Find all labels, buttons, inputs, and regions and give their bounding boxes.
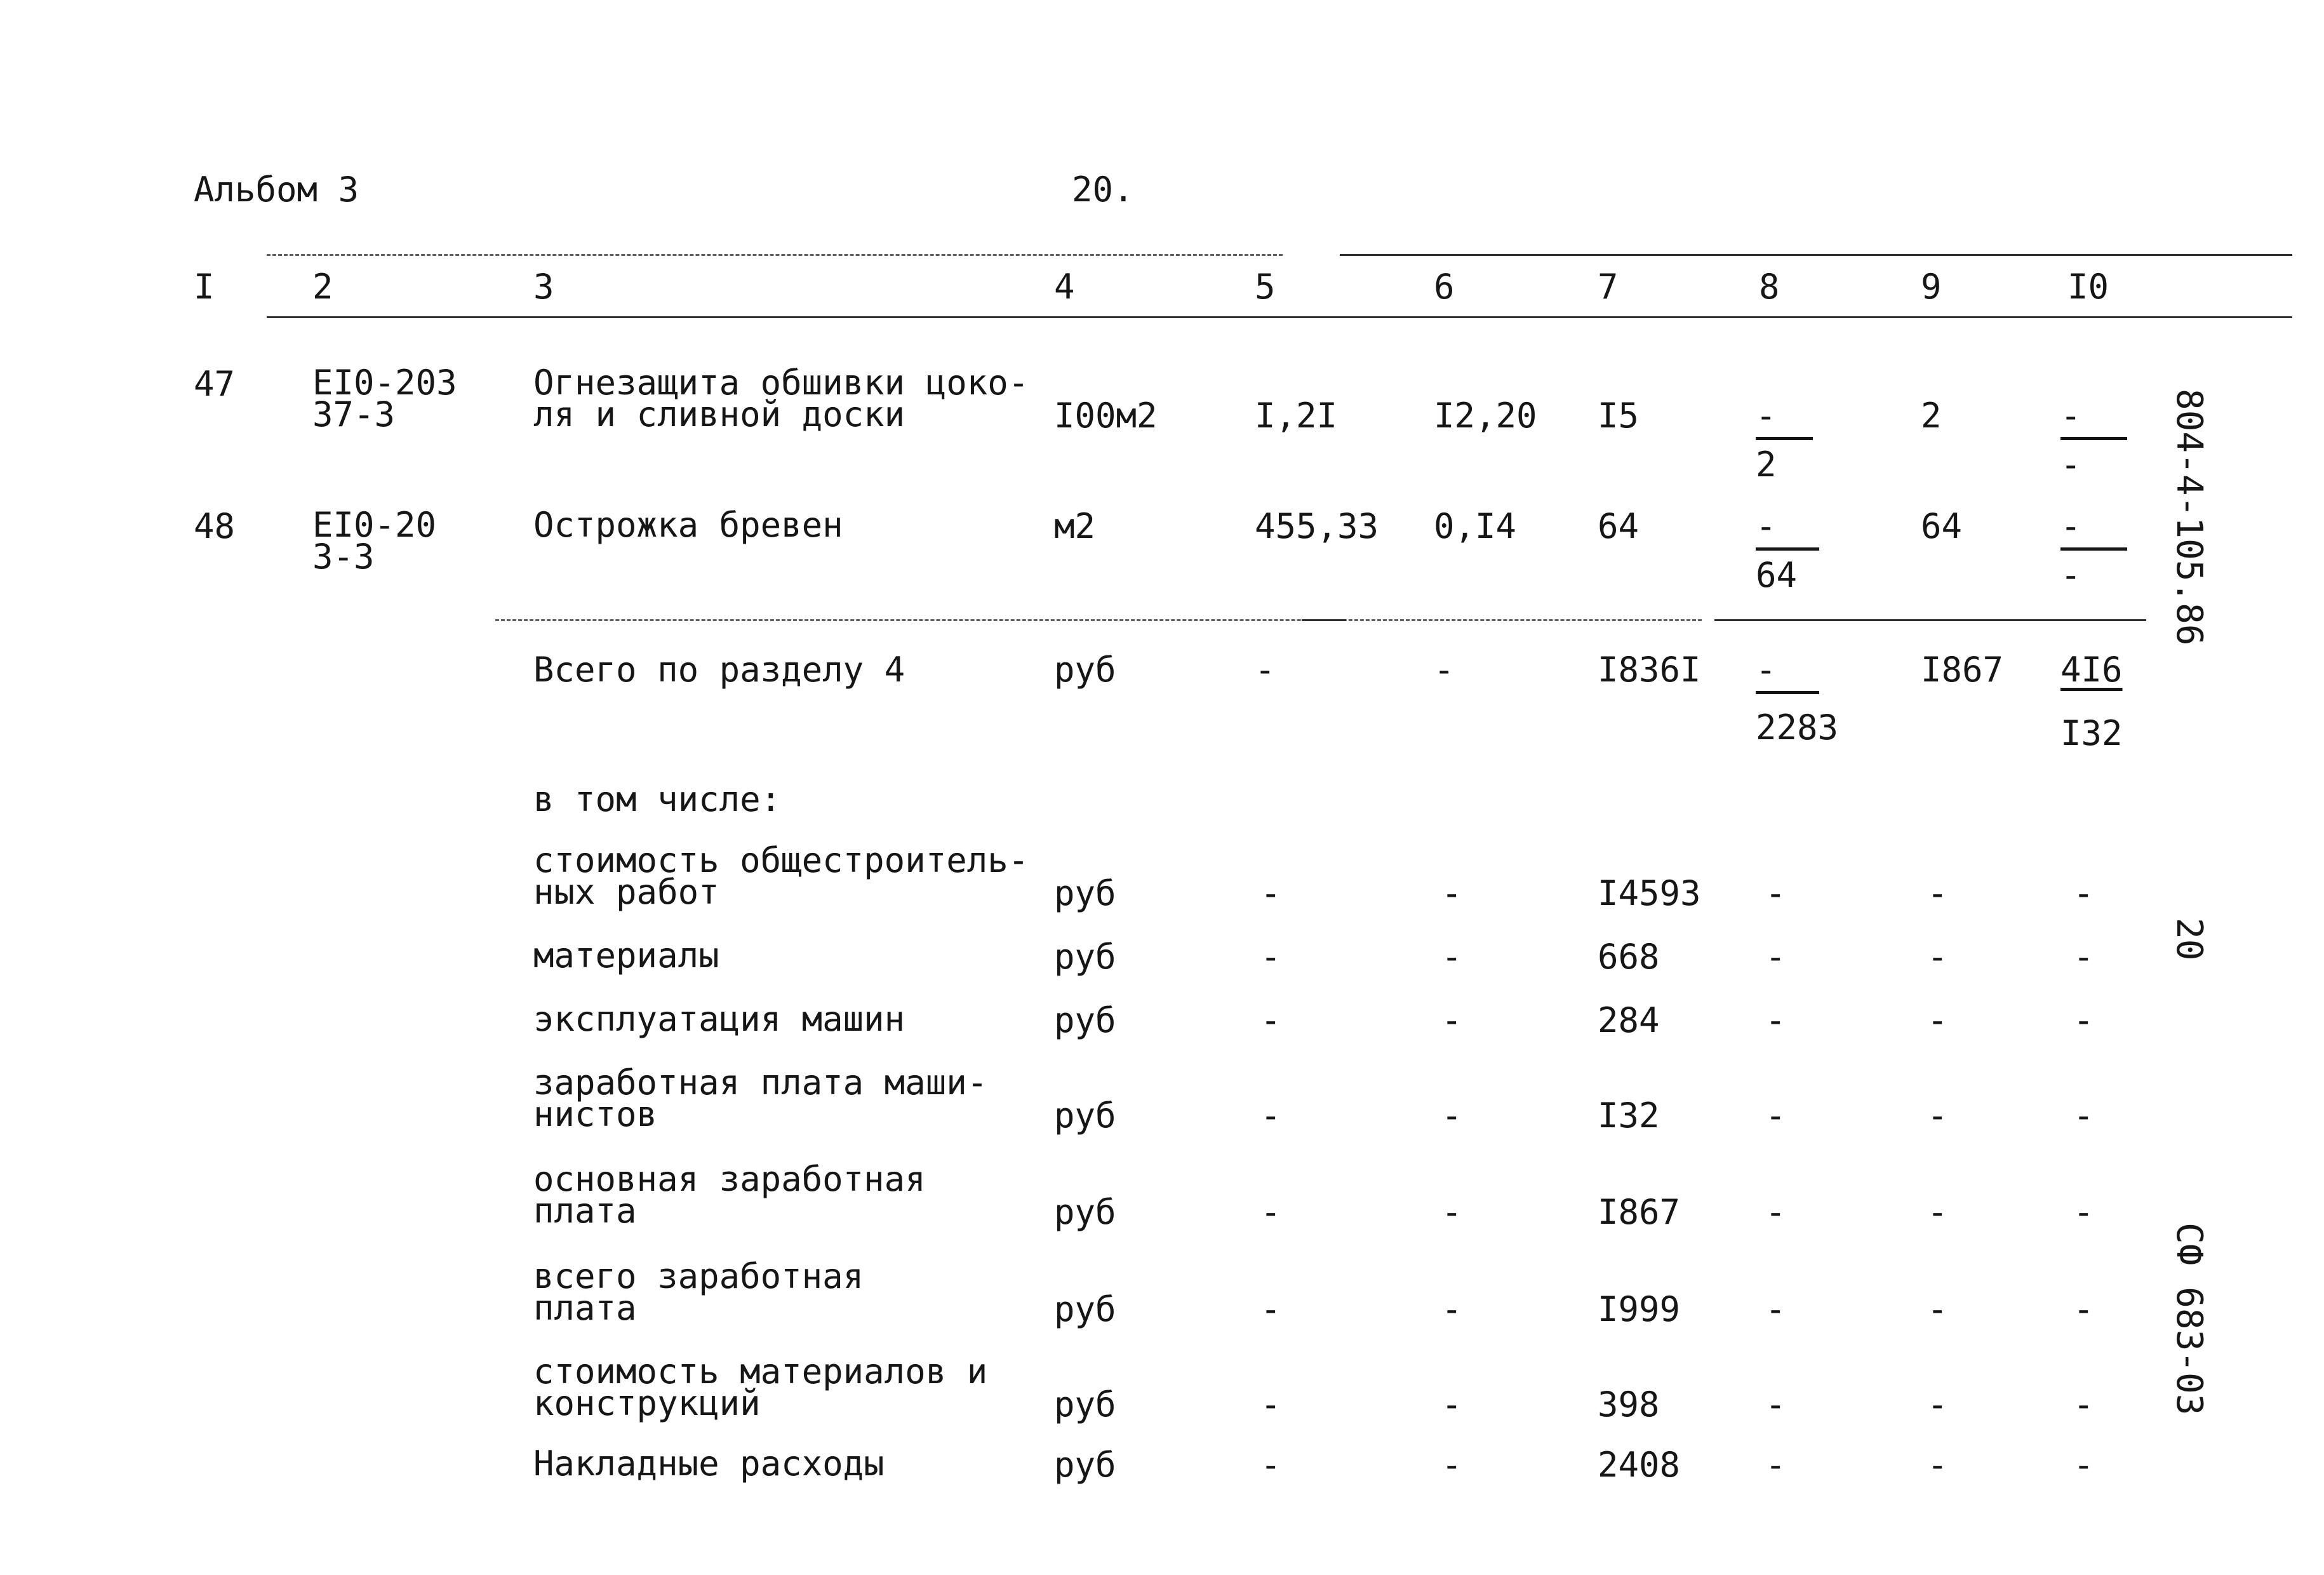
breakdown-item-name: основная заработная плата — [533, 1159, 926, 1231]
breakdown-item-c5: - — [1260, 1000, 1281, 1040]
row-47-number: 47 — [194, 364, 236, 404]
row-47-col10-fraction — [2060, 396, 2127, 485]
total-col6: - — [1434, 650, 1455, 690]
breakdown-item-c5: - — [1260, 873, 1281, 913]
column-header-8: 8 — [1759, 267, 1780, 307]
breakdown-item-c6: - — [1441, 1289, 1462, 1329]
total-col9: I867 — [1921, 650, 2004, 690]
breakdown-item-c10: - — [2073, 1289, 2094, 1329]
breakdown-item-c8: - — [1765, 937, 1786, 977]
row-48-col9: 64 — [1921, 506, 1963, 546]
row-48-name: Острожка бревен — [533, 505, 843, 545]
margin-doc-code: 804-4-105.86 — [2168, 389, 2210, 646]
fraction-bar — [1756, 547, 1819, 551]
row-48-unit: м2 — [1054, 506, 1096, 546]
breakdown-item-c8: - — [1765, 1192, 1786, 1232]
row-48-col10-top: - — [2060, 506, 2081, 546]
row-48-quantity: 455,33 — [1255, 506, 1379, 546]
breakdown-item-c8: - — [1765, 1000, 1786, 1040]
column-header-1: I — [194, 267, 215, 307]
breakdown-item-c8: - — [1765, 873, 1786, 913]
section-rule-right — [1714, 619, 2146, 621]
fraction-bar — [2060, 437, 2127, 440]
column-header-6: 6 — [1434, 267, 1455, 307]
breakdown-item-c6: - — [1441, 1000, 1462, 1040]
row-47-quantity: I,2I — [1255, 396, 1338, 436]
column-header-5: 5 — [1255, 267, 1276, 307]
row-47-col8-fraction — [1756, 396, 1813, 485]
breakdown-item-c9: - — [1927, 1445, 1948, 1485]
total-col8-fraction — [1756, 650, 1839, 747]
row-47-total: I5 — [1598, 396, 1639, 436]
breakdown-item-c6: - — [1441, 1445, 1462, 1485]
breakdown-item-c9: - — [1927, 937, 1948, 977]
row-47-code: EI0-203 37-3 — [312, 363, 457, 434]
total-unit: руб — [1054, 650, 1116, 690]
breakdown-item-c6: - — [1441, 937, 1462, 977]
row-48-code: EI0-20 3-3 — [312, 505, 437, 577]
breakdown-item-c6: - — [1441, 1192, 1462, 1232]
breakdown-item-c7: I32 — [1598, 1096, 1660, 1136]
total-col8-bottom: 2283 — [1756, 707, 1839, 747]
fraction-bar — [1756, 437, 1813, 440]
breakdown-item-unit: руб — [1054, 1384, 1116, 1424]
column-header-3: 3 — [533, 267, 554, 307]
breakdown-item-unit: руб — [1054, 873, 1116, 913]
breakdown-item-name: эксплуатация машин — [533, 999, 905, 1039]
row-47-unit-price: I2,20 — [1434, 396, 1537, 436]
breakdown-item-c9: - — [1927, 1096, 1948, 1136]
header-rule-bottom — [267, 316, 2292, 318]
breakdown-item-c7: I4593 — [1598, 873, 1701, 913]
column-header-9: 9 — [1921, 267, 1942, 307]
breakdown-item-c5: - — [1260, 1384, 1281, 1424]
row-47-name: Огнезащита обшивки цоко- ля и сливной доски — [533, 363, 1029, 434]
breakdown-item-c7: I867 — [1598, 1192, 1681, 1232]
breakdown-item-c10: - — [2073, 937, 2094, 977]
row-47-col8-bottom: 2 — [1756, 445, 1777, 485]
breakdown-item-c10: - — [2073, 1384, 2094, 1424]
column-header-7: 7 — [1598, 267, 1619, 307]
breakdown-item-c6: - — [1441, 873, 1462, 913]
breakdown-item-c8: - — [1765, 1096, 1786, 1136]
breakdown-item-c7: 284 — [1598, 1000, 1660, 1040]
breakdown-item-unit: руб — [1054, 1445, 1116, 1485]
page-number: 20. — [1072, 170, 1134, 210]
breakdown-item-c10: - — [2073, 1000, 2094, 1040]
breakdown-item-name: материалы — [533, 935, 719, 975]
breakdown-item-name: заработная плата маши- нистов — [533, 1062, 988, 1134]
breakdown-item-name: всего заработная плата — [533, 1256, 864, 1328]
breakdown-item-c5: - — [1260, 1096, 1281, 1136]
breakdown-item-c7: 398 — [1598, 1384, 1660, 1424]
breakdown-item-c9: - — [1927, 1192, 1948, 1232]
breakdown-item-name: стоимость материалов и конструкций — [533, 1351, 988, 1423]
breakdown-item-c10: - — [2073, 1192, 2094, 1232]
row-47-col10-top: - — [2060, 396, 2081, 436]
breakdown-item-unit: руб — [1054, 1192, 1116, 1232]
breakdown-item-c9: - — [1927, 1384, 1948, 1424]
breakdown-item-c10: - — [2073, 1096, 2094, 1136]
breakdown-item-c9: - — [1927, 1289, 1948, 1329]
row-48-total: 64 — [1598, 506, 1639, 546]
header-rule-top-right — [1340, 254, 2292, 256]
row-48-unit-price: 0,I4 — [1434, 506, 1517, 546]
breakdown-item-name: Накладные расходы — [533, 1444, 885, 1484]
breakdown-item-c7: 2408 — [1598, 1445, 1681, 1485]
breakdown-item-unit: руб — [1054, 1096, 1116, 1136]
total-col8-top: - — [1756, 650, 1777, 690]
including-label: в том числе: — [533, 779, 782, 819]
breakdown-item-unit: руб — [1054, 1000, 1116, 1040]
row-47-col8-top: - — [1756, 396, 1777, 436]
row-48-col10-fraction — [2060, 506, 2127, 595]
row-47-col10-bottom: - — [2060, 445, 2081, 485]
total-col10-bottom: I32 — [2060, 713, 2123, 753]
breakdown-item-c5: - — [1260, 1289, 1281, 1329]
row-47-unit: I00м2 — [1054, 396, 1158, 436]
total-col5: - — [1255, 650, 1276, 690]
total-col7: I836I — [1598, 650, 1701, 690]
column-header-2: 2 — [312, 267, 333, 307]
row-48-col8-bottom: 64 — [1756, 555, 1798, 595]
breakdown-item-c8: - — [1765, 1289, 1786, 1329]
section-rule-short — [1302, 619, 1346, 621]
fraction-bar — [2060, 547, 2127, 551]
row-48-col8-top: - — [1756, 506, 1777, 546]
column-header-10: I0 — [2067, 267, 2109, 307]
breakdown-item-name: стоимость общестроитель- ных работ — [533, 840, 1029, 912]
row-48-number: 48 — [194, 506, 236, 546]
total-col10-top: 4I6 — [2060, 650, 2123, 690]
margin-sf-code: СФ 683-03 — [2168, 1223, 2210, 1416]
header-rule-top-left — [267, 254, 1283, 256]
row-48-col8-fraction — [1756, 506, 1819, 595]
fraction-bar — [1756, 691, 1819, 694]
breakdown-item-c10: - — [2073, 873, 2094, 913]
row-48-col10-bottom: - — [2060, 555, 2081, 595]
breakdown-item-c10: - — [2073, 1445, 2094, 1485]
section-rule-left — [495, 619, 1702, 621]
breakdown-item-c9: - — [1927, 873, 1948, 913]
breakdown-item-c9: - — [1927, 1000, 1948, 1040]
breakdown-item-c5: - — [1260, 937, 1281, 977]
breakdown-item-c7: 668 — [1598, 937, 1660, 977]
breakdown-item-c7: I999 — [1598, 1289, 1681, 1329]
breakdown-item-unit: руб — [1054, 1289, 1116, 1329]
breakdown-item-c6: - — [1441, 1384, 1462, 1424]
total-name: Всего по разделу 4 — [533, 650, 905, 690]
album-label: Альбом 3 — [194, 170, 359, 210]
breakdown-item-unit: руб — [1054, 937, 1116, 977]
column-header-4: 4 — [1054, 267, 1075, 307]
breakdown-item-c8: - — [1765, 1384, 1786, 1424]
margin-sheet-number: 20 — [2168, 918, 2210, 961]
breakdown-item-c6: - — [1441, 1096, 1462, 1136]
breakdown-item-c5: - — [1260, 1445, 1281, 1485]
row-47-col9: 2 — [1921, 396, 1942, 436]
breakdown-item-c8: - — [1765, 1445, 1786, 1485]
breakdown-item-c5: - — [1260, 1192, 1281, 1232]
